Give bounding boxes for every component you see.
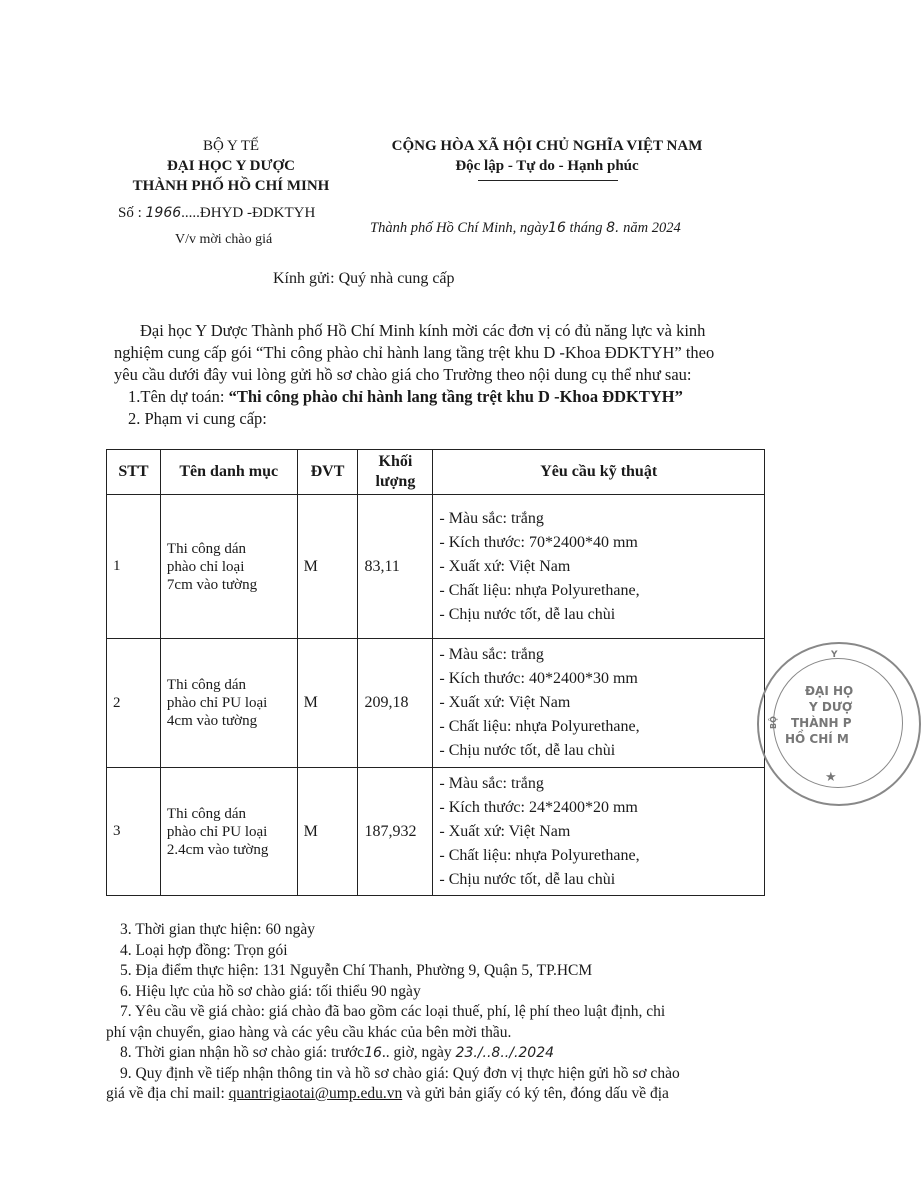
stamp-text-4: HỒ CHÍ M	[785, 732, 849, 746]
document-number	[118, 203, 315, 223]
item-5: 5. Địa điểm thực hiện: 131 Nguyễn Chí Thanh, Phường 9, Quận 5, TP.HCM	[120, 962, 593, 979]
item-9-line2	[106, 1084, 680, 1105]
col-header-qty	[358, 450, 433, 495]
item8-prefix: 8. Thời gian nhận hồ sơ chào giá: trước	[120, 1044, 365, 1061]
req-line: - Kích thước: 70*2400*40 mm	[439, 533, 638, 551]
item1-value: “Thi công phào chỉ hành lang tầng trệt khu D -Khoa ĐDKTYH”	[228, 387, 683, 406]
req-line: - Xuất xứ: Việt Nam	[439, 557, 571, 575]
item9-suffix: và gửi bản giấy có ký tên, đóng dấu về địa	[406, 1085, 669, 1102]
cell-req	[433, 768, 765, 896]
stamp-text-side: BỘ	[768, 716, 778, 729]
req-line: - Kích thước: 24*2400*20 mm	[439, 798, 638, 816]
item-3: 3. Thời gian thực hiện: 60 ngày	[120, 921, 315, 938]
col-header-unit: ĐVT	[297, 450, 358, 495]
item-9-line1: 9. Quy định về tiếp nhận thông tin và hồ sơ chào giá: Quý đơn vị thực hiện gửi hồ sơ chào	[120, 1064, 680, 1082]
date-mid: tháng	[569, 220, 603, 236]
col-header-name: Tên danh mục	[160, 450, 297, 495]
intro-line-3: yêu cầu dưới đây vui lòng gửi hồ sơ chào giá cho Trường theo nội dung cụ thể như sau:	[114, 365, 692, 384]
date-month-handwritten: 8.	[606, 220, 620, 236]
req-line: - Màu sắc: trắng	[439, 646, 544, 663]
cell-name	[160, 768, 297, 896]
req-line: - Chất liệu: nhựa Polyurethane,	[439, 581, 640, 599]
motto-underline	[478, 180, 618, 181]
number-handwritten: 1966	[145, 205, 182, 221]
table-row	[107, 495, 765, 639]
name-line: Thi công dán	[166, 677, 247, 693]
intro-item-2: 2. Phạm vi cung cấp:	[128, 409, 267, 428]
req-line: - Kích thước: 40*2400*30 mm	[439, 670, 638, 687]
cell-unit: M	[297, 768, 358, 896]
req-line: - Màu sắc: trắng	[439, 774, 544, 792]
item8-hour-handwritten: 16	[364, 1045, 382, 1061]
date-prefix: Thành phố Hồ Chí Minh, ngày	[370, 220, 549, 236]
intro-line-1: Đại học Y Dược Thành phố Hồ Chí Minh kính mời các đơn vị có đủ năng lực và kinh	[140, 321, 706, 340]
contact-email-link[interactable]: quantrigiaotai@ump.edu.vn	[228, 1085, 403, 1102]
cell-qty: 83,11	[358, 495, 433, 639]
stamp-text-2: Y DƯỢ	[809, 700, 853, 714]
qty-header-line1: Khối	[378, 453, 413, 470]
col-header-stt: STT	[107, 450, 161, 495]
date-suffix: năm 2024	[623, 220, 681, 236]
items-list	[106, 920, 680, 1105]
name-line: Thi công dán	[166, 540, 247, 557]
item9-prefix: giá về địa chỉ mail:	[106, 1085, 225, 1102]
intro-line-2: nghiệm cung cấp gói “Thi công phào chỉ hành lang tầng trệt khu D -Khoa ĐDKTYH” theo	[114, 343, 715, 362]
item-7-line1: 7. Yêu cầu về giá chào: giá chào đã bao gồm các loại thuế, phí, lệ phí theo luật định, chi	[120, 1003, 666, 1020]
ministry-name: BỘ Y TẾ	[202, 138, 260, 154]
salutation: Kính gửi: Quý nhà cung cấp	[273, 270, 455, 287]
cell-unit: M	[297, 495, 358, 639]
col-header-req: Yêu cầu kỹ thuật	[433, 450, 765, 495]
table-header-row	[107, 450, 765, 495]
qty-header-line2: lượng	[375, 473, 416, 490]
req-line: - Chất liệu: nhựa Polyurethane,	[439, 846, 640, 864]
cell-name	[160, 495, 297, 639]
item1-label: 1.Tên dự toán:	[128, 387, 225, 406]
name-line: phào chỉ PU loại	[166, 823, 268, 840]
item-4: 4. Loại hợp đồng: Trọn gói	[120, 941, 288, 959]
nation-motto: Độc lập - Tự do - Hạnh phúc	[455, 158, 639, 174]
intro-paragraph	[114, 320, 714, 430]
item8-date-handwritten: 23./..8../.2024	[455, 1045, 555, 1061]
cell-qty: 187,932	[358, 768, 433, 896]
name-line: 2.4cm vào tường	[166, 841, 269, 858]
document-subject: V/v mời chào giá	[175, 232, 273, 247]
nation-title: CỘNG HÒA XÃ HỘI CHỦ NGHĨA VIỆT NAM	[391, 138, 703, 154]
stamp-text-1: ĐẠI HỌ	[805, 684, 854, 698]
req-line: - Chịu nước tốt, dễ lau chùi	[439, 605, 616, 623]
stamp-text-3: THÀNH P	[791, 716, 852, 730]
number-suffix: .....ĐHYD -ĐDKTYH	[181, 205, 316, 221]
cell-req	[433, 495, 765, 639]
req-line: - Chịu nước tốt, dễ lau chùi	[439, 742, 616, 759]
req-line: - Chịu nước tốt, dễ lau chùi	[439, 870, 616, 888]
intro-item-1	[114, 386, 714, 408]
name-line: phào chỉ PU loại	[166, 695, 268, 711]
name-line: Thi công dán	[166, 805, 247, 822]
table-row	[107, 768, 765, 896]
item-7-line2: phí vận chuyển, giao hàng và các yêu cầu khác của bên mời thầu.	[106, 1023, 512, 1041]
table-row	[107, 639, 765, 768]
document-date	[370, 218, 681, 238]
cell-stt: 2	[107, 639, 161, 768]
stamp-star: ★	[825, 770, 837, 785]
item-8	[106, 1043, 680, 1064]
name-line: phào chỉ loại	[166, 558, 245, 575]
date-day-handwritten: 16	[548, 220, 566, 236]
name-line: 4cm vào tường	[166, 713, 258, 729]
cell-name	[160, 639, 297, 768]
stamp-text-top: Y	[831, 650, 838, 660]
cell-req	[433, 639, 765, 768]
scope-table	[106, 449, 765, 896]
req-line: - Chất liệu: nhựa Polyurethane,	[439, 718, 640, 735]
official-stamp	[757, 642, 921, 806]
cell-stt: 3	[107, 768, 161, 896]
req-line: - Xuất xứ: Việt Nam	[439, 822, 571, 840]
req-line: - Màu sắc: trắng	[439, 509, 544, 527]
university-name-line1: ĐẠI HỌC Y DƯỢC	[167, 158, 295, 174]
cell-qty: 209,18	[358, 639, 433, 768]
number-prefix: Số :	[118, 205, 142, 221]
item-6: 6. Hiệu lực của hồ sơ chào giá: tối thiểu 90 ngày	[120, 982, 421, 1000]
item8-mid: .. giờ, ngày	[381, 1044, 452, 1061]
header-left	[96, 136, 366, 196]
name-line: 7cm vào tường	[166, 576, 258, 593]
cell-unit: M	[297, 639, 358, 768]
req-line: - Xuất xứ: Việt Nam	[439, 694, 571, 711]
cell-stt: 1	[107, 495, 161, 639]
university-name-line2: THÀNH PHỐ HỒ CHÍ MINH	[132, 178, 330, 194]
